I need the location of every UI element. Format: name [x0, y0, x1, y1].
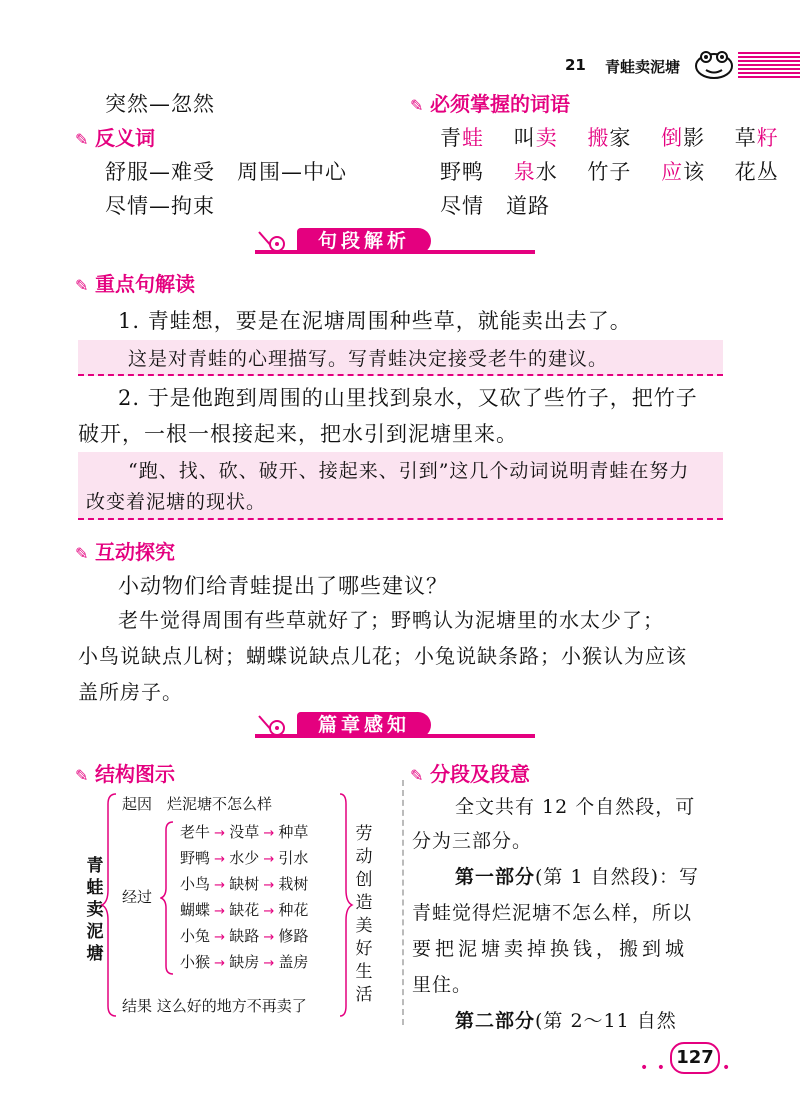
- key-sentence-2-line-2: 破开，一根一根接起来，把水引到泥塘里来。: [78, 422, 518, 446]
- interactive-answer-line-1: 老牛觉得周围有些草就好了；野鸭认为泥塘里的水太少了；: [118, 608, 664, 632]
- vocab-row-3: 尽情 道路: [440, 194, 550, 218]
- arrow-icon: →: [259, 878, 279, 893]
- pencil-icon: ✎: [75, 130, 89, 149]
- animal-name: 小猴: [180, 953, 211, 971]
- interactive-answer-line-3: 盖所房子。: [78, 680, 183, 704]
- lack-item: 水少: [229, 849, 260, 867]
- vertical-char: 动: [355, 847, 373, 867]
- paragraph-heading: ✎ 分段及段意: [410, 762, 530, 786]
- arrow-icon: →: [210, 904, 230, 919]
- analysis-note-1: 这是对青蛙的心理描写。写青蛙决定接受老牛的建议。: [78, 340, 723, 376]
- pencil-icon: ✎: [410, 96, 424, 115]
- banner-icon: [255, 712, 295, 740]
- lack-item: 缺路: [229, 927, 260, 945]
- vertical-char: 泥: [86, 922, 104, 942]
- antonym-line-2: 尽情—拘束: [105, 194, 215, 218]
- pencil-icon: ✎: [75, 544, 89, 563]
- vocab-row-1: [440, 122, 779, 152]
- arrow-icon: →: [259, 930, 279, 945]
- arrow-icon: →: [210, 878, 230, 893]
- frog-icon: [692, 48, 736, 80]
- vertical-char: 造: [355, 893, 373, 913]
- lack-item: 缺树: [229, 875, 260, 893]
- process-label: 经过: [122, 888, 153, 906]
- action-item: 种草: [278, 823, 309, 841]
- vocab-row-2: [440, 156, 779, 186]
- process-row: [180, 925, 308, 951]
- process-row: [180, 847, 308, 873]
- vocab-word: 花丛: [734, 160, 779, 184]
- analysis-note-2: “跑、找、砍、破开、接起来、引到”这几个动词说明青蛙在努力 改变着泥塘的现状。: [78, 452, 723, 520]
- inner-brace: [160, 818, 176, 978]
- arrow-icon: →: [259, 956, 279, 971]
- pencil-icon: ✎: [410, 766, 424, 785]
- arrow-icon: →: [259, 852, 279, 867]
- arrow-icon: →: [210, 826, 230, 841]
- vocab-word: 应该: [661, 160, 706, 184]
- part-one-line-1: 第一部分(第 1 自然段)：写: [455, 866, 700, 888]
- page-dots: •: [722, 1060, 733, 1076]
- vocab-word: 野鸭: [440, 160, 484, 184]
- key-sentence-1: 1. 青蛙想，要是在泥塘周围种些草，就能卖出去了。: [118, 309, 632, 333]
- vertical-char: 劳: [355, 824, 373, 844]
- result-row: 结果 这么好的地方不再卖了: [122, 997, 307, 1015]
- page-number: 127: [670, 1042, 720, 1074]
- vertical-char: 青: [86, 856, 104, 876]
- antonym-line-1: 舒服—难受 周围—中心: [105, 160, 347, 184]
- process-row: [180, 821, 308, 847]
- animal-name: 小兔: [180, 927, 211, 945]
- pencil-icon: ✎: [75, 766, 89, 785]
- part-one-line-4: 里住。: [412, 974, 473, 996]
- vocab-word: 竹子: [587, 160, 632, 184]
- vertical-char: 塘: [86, 944, 104, 964]
- animal-name: 蝴蝶: [180, 901, 211, 919]
- synonym-line: 突然—忽然: [105, 92, 215, 116]
- interactive-heading: ✎ 互动探究: [75, 540, 175, 564]
- paragraph-intro-line-1: 全文共有 12 个自然段，可: [455, 796, 696, 818]
- banner-title: 句段解析: [297, 228, 431, 254]
- animal-name: 野鸭: [180, 849, 211, 867]
- column-divider: [402, 780, 404, 1025]
- vocab-word: 青蛙: [440, 126, 484, 150]
- arrow-icon: →: [259, 826, 279, 841]
- theme-vertical: [354, 823, 374, 1007]
- action-item: 栽树: [278, 875, 309, 893]
- vertical-char: 卖: [86, 900, 104, 920]
- part-two-line-1: 第二部分(第 2～11 自然: [455, 1010, 677, 1032]
- vertical-char: 蛙: [86, 878, 104, 898]
- vertical-char: 好: [355, 939, 373, 959]
- structure-heading: ✎ 结构图示: [75, 762, 175, 786]
- animal-name: 老牛: [180, 823, 211, 841]
- process-rows: [180, 821, 308, 977]
- vocab-heading: ✎ 必须掌握的词语: [410, 92, 570, 116]
- key-sentence-heading: ✎ 重点句解读: [75, 272, 195, 296]
- pencil-icon: ✎: [75, 276, 89, 295]
- part-one-line-3: 要把泥塘卖掉换钱，搬到城: [412, 938, 689, 960]
- interactive-answer-line-2: 小鸟说缺点儿树；蝴蝶说缺点儿花；小兔说缺条路；小猴认为应该: [78, 644, 687, 668]
- lesson-title: 青蛙卖泥塘: [605, 58, 681, 76]
- cause-row: 起因 烂泥塘不怎么样: [122, 795, 273, 813]
- process-row: [180, 951, 308, 977]
- vocab-word: 草籽: [734, 126, 779, 150]
- part-one-line-2: 青蛙觉得烂泥塘不怎么样，所以: [412, 902, 693, 924]
- interactive-question: 小动物们给青蛙提出了哪些建议？: [118, 574, 448, 598]
- section-banner-overview: [255, 712, 535, 742]
- banner-title: 篇章感知: [297, 712, 431, 738]
- arrow-icon: →: [210, 852, 230, 867]
- action-item: 盖房: [278, 953, 309, 971]
- header-stripes: [738, 52, 800, 78]
- banner-icon: [255, 228, 295, 256]
- process-row: [180, 873, 308, 899]
- vocab-word: 叫卖: [513, 126, 558, 150]
- arrow-icon: →: [210, 930, 230, 945]
- arrow-icon: →: [259, 904, 279, 919]
- vocab-word: 泉水: [513, 160, 558, 184]
- lesson-number: 21: [565, 56, 586, 74]
- vocab-word: 搬家: [587, 126, 632, 150]
- vertical-char: 创: [355, 870, 373, 890]
- paragraph-intro-line-2: 分为三部分。: [412, 830, 533, 852]
- vocab-word: 倒影: [661, 126, 706, 150]
- animal-name: 小鸟: [180, 875, 211, 893]
- antonym-heading: ✎ 反义词: [75, 126, 155, 150]
- vertical-char: 美: [355, 916, 373, 936]
- action-item: 修路: [278, 927, 309, 945]
- action-item: 种花: [278, 901, 309, 919]
- lack-item: 没草: [229, 823, 260, 841]
- outer-brace: [100, 790, 120, 1020]
- process-row: [180, 899, 308, 925]
- lack-item: 缺花: [229, 901, 260, 919]
- arrow-icon: →: [210, 956, 230, 971]
- vertical-char: 生: [355, 962, 373, 982]
- right-brace: [338, 790, 354, 1020]
- page-dots: • •: [640, 1060, 667, 1076]
- action-item: 引水: [278, 849, 309, 867]
- section-banner-analysis: [255, 228, 535, 258]
- key-sentence-2-line-1: 2. 于是他跑到周围的山里找到泉水，又砍了些竹子，把竹子: [118, 386, 698, 410]
- lack-item: 缺房: [229, 953, 260, 971]
- vertical-char: 活: [355, 985, 373, 1005]
